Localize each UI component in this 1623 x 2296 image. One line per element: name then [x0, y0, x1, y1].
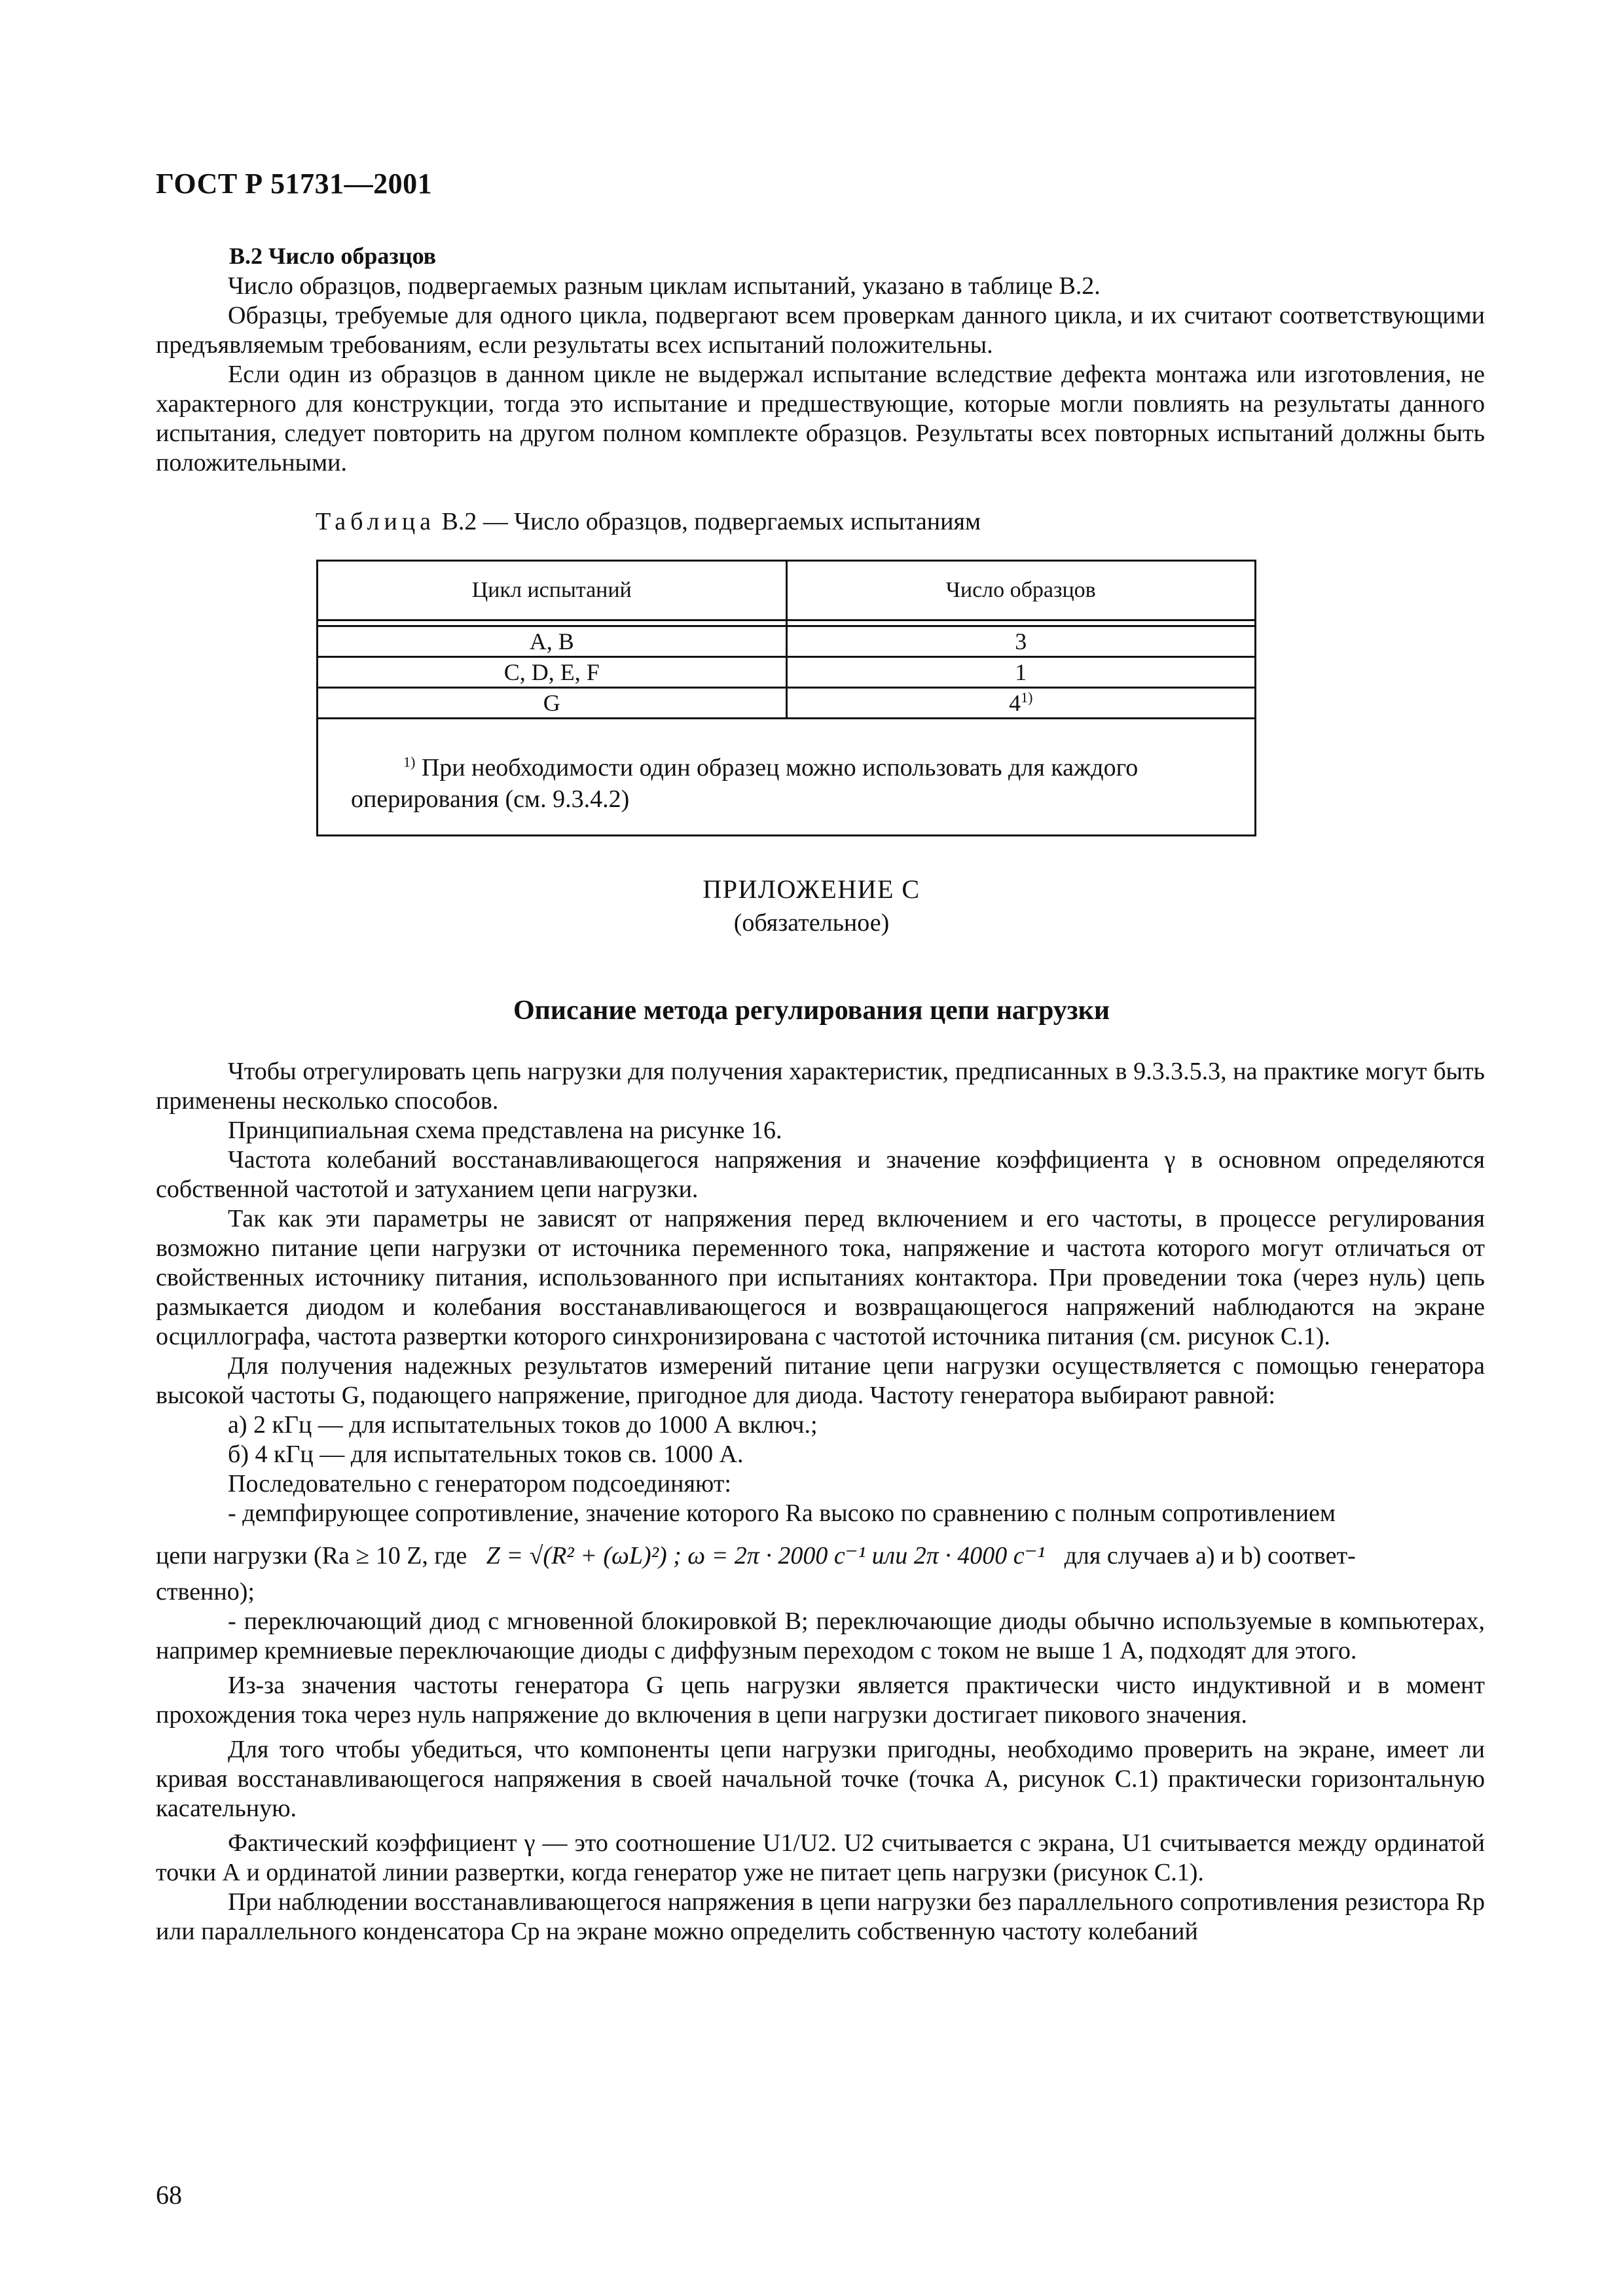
table-caption-label: Таблица — [316, 508, 436, 535]
appendix-body — [156, 1057, 1485, 1946]
paragraph: - переключающий диод с мгновенной блокировкой B; переключающие диоды обычно используемые в компьютерах, например кремниевые переключающие диоды с диффузным переходом с током не выше 1 А, подходят для этого. — [156, 1607, 1485, 1664]
table-row — [318, 626, 1256, 657]
appendix-heading: Описание метода регулирования цепи нагрузки — [513, 996, 1110, 1026]
paragraph: Частота колебаний восстанавливающегося напряжения и значение коэффициента γ в основном определяются собственной частотой и затуханием цепи нагрузки. — [156, 1146, 1485, 1203]
paragraph: б) 4 кГц — для испытательных токов св. 1000 А. — [228, 1441, 744, 1468]
appendix-title: ПРИЛОЖЕНИЕ С — [702, 874, 921, 904]
paragraph: а) 2 кГц — для испытательных токов до 1000 А включ.; — [228, 1411, 818, 1439]
paragraph: ственно); — [156, 1578, 255, 1605]
table-row — [318, 688, 1256, 719]
section-b2-body — [156, 272, 1485, 478]
paragraph: Число образцов, подвергаемых разным циклам испытаний, указано в таблице В.2. — [228, 272, 1101, 300]
table-caption — [316, 507, 981, 536]
table-footnote — [318, 719, 1256, 836]
paragraph: Для получения надежных результатов измерений питание цепи нагрузки осуществляется с помощью генератора высокой частоты G, подающего напряжение, пригодное для диода. Частоту генератора выбирают равной: — [156, 1352, 1485, 1409]
paragraph: Чтобы отрегулировать цепь нагрузки для получения характеристик, предписанных в 9.3.3.5.3, на практике могут быть применены несколько способов. — [156, 1058, 1485, 1115]
footnote-ref: 1) — [1021, 689, 1033, 706]
table-cell: 3 — [786, 626, 1256, 657]
samples-table — [316, 560, 1256, 836]
table-row — [318, 657, 1256, 688]
table-caption-text: В.2 — Число образцов, подвергаемых испытаниям — [441, 508, 981, 535]
formula-line — [156, 1541, 1485, 1571]
table-cell: С, D, E, F — [318, 657, 787, 688]
paragraph: Образцы, требуемые для одного цикла, подвергают всем проверкам данного цикла, и их считают соответствующими предъявляемым требованиям, если результаты всех испытаний положительны. — [156, 302, 1485, 359]
paragraph: Фактический коэффициент γ — это соотношение U1/U2. U2 считывается с экрана, U1 считывается между ординатой точки А и ординатой линии развертки, когда генератор уже не питает цепь нагрузки (рисунок С.1). — [156, 1829, 1485, 1886]
paragraph: Так как эти параметры не зависят от напряжения перед включением и его частоты, в процессе регулирования возможно питание цепи нагрузки от источника переменного тока, напряжение и частота которого могут отличаться от свойственных источнику питания, использованного при испытаниях контактора. При проведении тока (через нуль) цепь размыкается диодом и колебания восстанавливающегося и возвращающегося напряжений наблюдаются на экране осциллографа, частота развертки которого синхронизирована с частотой источника питания (см. рисунок С.1). — [156, 1205, 1485, 1350]
section-title: В.2 Число образцов — [229, 243, 437, 269]
table-cell: А, В — [318, 626, 787, 657]
footnote-text: При необходимости один образец можно использовать для каждого оперирования (см. 9.3.4.2) — [351, 754, 1139, 813]
column-header: Цикл испытаний — [318, 561, 787, 620]
appendix-subtitle: (обязательное) — [733, 909, 890, 937]
formula-tail: для случаев а) и b) соответ- — [1064, 1542, 1356, 1570]
paragraph: Принципиальная схема представлена на рисунке 16. — [228, 1117, 782, 1144]
column-header: Число образцов — [786, 561, 1256, 620]
document-header: ГОСТ Р 51731—2001 — [156, 168, 433, 200]
table-cell — [786, 688, 1256, 719]
paragraph: - демпфирующее сопротивление, значение которого Rа высоко по сравнению с полным сопротивлением — [228, 1499, 1336, 1527]
footnote-mark: 1) — [403, 753, 416, 770]
page-number: 68 — [156, 2180, 182, 2210]
formula-lead: цепи нагрузки (Rа ≥ 10 Z, где — [156, 1542, 467, 1570]
table-cell: 1 — [786, 657, 1256, 688]
paragraph: Если один из образцов в данном цикле не выдержал испытание вследствие дефекта монтажа или изготовления, не характерного для конструкции, тогда это испытание и предшествующие, которые могли повлиять на результаты данного испытания, следует повторить на другом полном комплекте образцов. Результаты всех повторных испытаний должны быть положительными. — [156, 361, 1485, 476]
paragraph: При наблюдении восстанавливающегося напряжения в цепи нагрузки без параллельного сопротивления резистора Rр или параллельного конденсатора Cр на экране можно определить собственную частоту колебаний — [156, 1888, 1485, 1945]
paragraph: Из-за значения частоты генератора G цепь нагрузки является практически чисто индуктивной и в момент прохождения тока через нуль напряжение до включения в цепи нагрузки достигает пикового значения. — [156, 1672, 1485, 1729]
formula: Z = √(R² + (ωL)²) ; ω = 2π · 2000 с⁻¹ или 2π · 4000 с⁻¹ — [486, 1542, 1046, 1570]
paragraph: Последовательно с генератором подсоединяют: — [228, 1470, 731, 1498]
table-cell: G — [318, 688, 787, 719]
paragraph: Для того чтобы убедиться, что компоненты цепи нагрузки пригодны, необходимо проверить на экране, имеет ли кривая восстанавливающегося напряжения в своей начальной точке (точка А, рисунок С.1) практически горизонтальную касательную. — [156, 1736, 1485, 1822]
table-cell-value: 4 — [1009, 690, 1021, 716]
